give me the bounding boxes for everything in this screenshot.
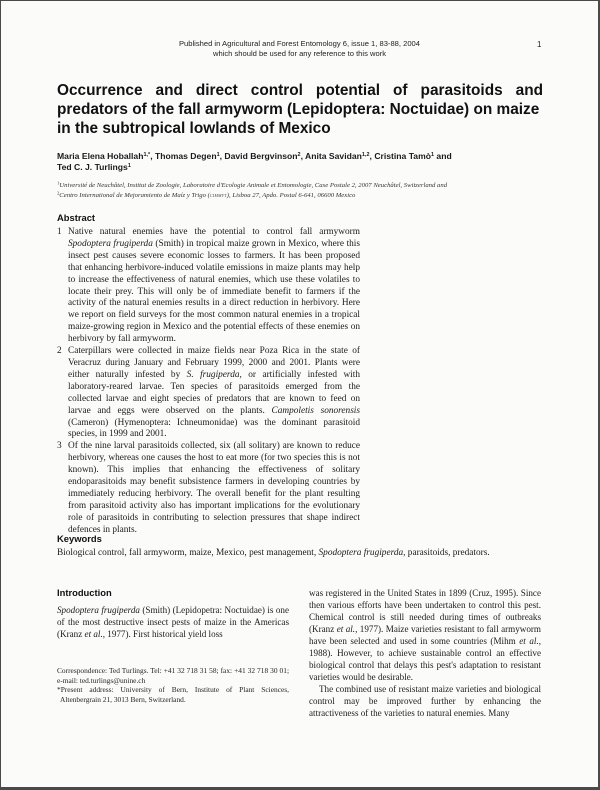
author-name: Thomas Degen (154, 151, 217, 161)
species-name: Spodoptera frugiperda (318, 548, 404, 558)
author-affiliation-mark: 1,2 (361, 152, 370, 158)
document-page (1, 1, 598, 787)
title-line: in the subtropical lowlands of Mexico (57, 120, 331, 137)
abstract-item (57, 346, 360, 441)
affiliation-mark: 2 (57, 190, 60, 196)
abstract-item (57, 441, 360, 536)
body-text: , 1977). First historical yield loss (102, 629, 223, 639)
abstract-body (57, 227, 360, 537)
body-text: (Smith) (Lepidopetra: Noctuidae) is one of the most destructive insect pests of maize in the Americas (Kranz (57, 605, 289, 639)
introduction-left-column (57, 604, 289, 640)
species-name: Campoletis sonorensis (271, 405, 361, 416)
affiliation-text: Centro International de Mejoramiento de Maíz y Trigo ( (59, 192, 210, 199)
affiliation-text: Université de Neuchâtel, Institut de Zoologie, Laboratoire d'Ecologie Animale et Entomologie, Case Postale 2, 2007 Neuchâtel, Switzerland and (59, 182, 448, 189)
introduction-right-column (309, 587, 541, 719)
author-affiliation-mark: 1 (216, 152, 220, 158)
body-paragraph (309, 587, 541, 683)
footnotes (57, 666, 289, 704)
affiliation (57, 181, 577, 191)
author (224, 151, 305, 161)
abstract-text: Native natural enemies have the potential to control fall armyworm (68, 227, 360, 237)
author-name: Maria Elena Hoballah (57, 151, 144, 161)
body-text: , 1988). However, to achieve sustainable control an effective biological control that delays this pest's adaptation to resistant varieties would be desirable. (309, 636, 541, 682)
author (57, 151, 155, 161)
author-separator: , (219, 151, 225, 161)
abstract-text: (Smith) in tropical maize grown in Mexico, where this insect pest causes severe economic losses to farmers. It has been proposed that enhancing herbivore-induced volatile emissions in maize plants may help to increase the effectiveness of natural enemies, which use these volatiles to locate their prey. This will only be of immediate benefit to farmers if the activity of the natural enemies results in a direct reduction in herbivory. Here we report on field surveys for the most common natural enemies in a tropical maize-growing region in Mexico and the potential effects of these enemies on herbivory by fall armyworm. (68, 238, 360, 345)
publication-citation: Published in Agricultural and Forest Entomology 6, issue 1, 83-88, 2004 (178, 39, 421, 48)
title-line: Occurrence and direct control potential of parasitoids and (57, 82, 543, 99)
abstract-text: (Cameron) (Hymenoptera: Ichneumonidae) was the dominant parasitoid species, in 1999 and 2001. (68, 417, 360, 440)
keywords-text: Biological control, fall armyworm, maize, Mexico, pest management, (57, 548, 319, 558)
keywords-heading: Keywords (57, 533, 102, 544)
abstract-item-number: 3 (57, 441, 62, 452)
correspondence-note: Correspondence: Ted Turlings. Tel: +41 32 718 31 58; fax: +41 32 718 30 01; e-mail: ted.turlings@unine.ch (57, 666, 289, 685)
author-name: Ted C. J. Turlings (57, 162, 128, 172)
affiliation-text: ), Lisboa 27, Apdo. Postal 6-641, 06600 Mexico (226, 192, 356, 199)
species-name: Spodoptera frugiperda (68, 238, 153, 249)
paper-title (57, 81, 543, 138)
abstract-item-number: 2 (57, 346, 62, 357)
author-name: Cristina Tamò (374, 151, 431, 161)
author-affiliation-mark: 1,* (143, 152, 151, 158)
author (305, 151, 374, 161)
author (57, 162, 131, 172)
abstract-item (57, 227, 360, 346)
body-paragraph: The combined use of resistant maize varieties and biological control may be improved further by enhancing the attractiveness of the varieties to natural enemies. Many (309, 684, 541, 718)
author (155, 151, 224, 161)
citation-etal: et al. (519, 636, 539, 646)
author-separator: , (150, 151, 155, 161)
affiliation (57, 191, 577, 201)
citation-note: which should be used for any reference to this work (212, 48, 387, 58)
abstract-heading: Abstract (57, 212, 96, 223)
introduction-heading: Introduction (57, 587, 112, 598)
affiliations (57, 181, 577, 201)
author-affiliation-mark: 1 (127, 163, 131, 169)
author-list (57, 151, 557, 173)
citation-etal: et al. (84, 629, 103, 639)
author-name: David Bergvinson (224, 151, 298, 161)
species-name: S. frugiperda (186, 369, 240, 380)
author-affiliation-mark: 2 (297, 152, 301, 158)
author-separator: and (434, 151, 452, 161)
author-separator: , (369, 151, 375, 161)
author-affiliation-mark: 1 (430, 152, 435, 158)
author (374, 151, 451, 161)
abstract-text: , or artificially infested with laboratory-reared larvae. Ten species of parasitoids emerged from the collected larvae and eight species of predators that are known to feed on larvae and eggs were observed on the plants. (68, 369, 360, 416)
abstract-text: Of the nine larval parasitoids collected, six (all solitary) are known to reduce herbivory, whereas one causes the host to eat more (for two species this is not known). This implies that enhancing the effectiveness of solitary endoparasitoids may benefit subsistence farmers in developing countries by immediately reducing herbivory. The overall benefit for the plant resulting from parasitoid activity also has important implications for the evolutionary role of parasitoids in contributing to selection pressures that shape indirect defences in plants. (68, 441, 360, 535)
body-text: was registered in the United States in 1899 (Cruz, 1995). Since then various efforts have been undertaken to control this pest. Chemical control is still needed during times of outbreaks (Kranz (309, 588, 541, 634)
citation-etal: et al. (336, 624, 356, 634)
page-number: 1 (537, 40, 542, 49)
title-line: predators of the fall armyworm (Lepidoptera: Noctuidae) on maize (57, 101, 540, 118)
abstract-item-number: 1 (57, 227, 62, 237)
body-text: , 1977). Maize varieties resistant to fall armyworm have been selected and used in some countries (Mihm (309, 624, 541, 646)
abstract-text: Caterpillars were collected in maize fields near Poza Rica in the state of Veracruz during January and February 1999, 2000 and 2001. Plants were either naturally infested by (68, 346, 360, 380)
keywords-list (57, 547, 527, 559)
affiliation-acronym: cimmyt (209, 193, 227, 199)
affiliation-mark: 1 (57, 180, 60, 186)
publication-header (1, 39, 598, 58)
keywords-text: , parasitoids, predators. (403, 548, 490, 558)
author-name: Anita Savidan (305, 151, 362, 161)
author-separator: , (300, 151, 306, 161)
present-address-note: *Present address: University of Bern, Institute of Plant Sciences, Altenbergrain 21, 3013 Bern, Switzerland. (57, 685, 289, 704)
species-name: Spodoptera frugiperda (57, 605, 140, 615)
